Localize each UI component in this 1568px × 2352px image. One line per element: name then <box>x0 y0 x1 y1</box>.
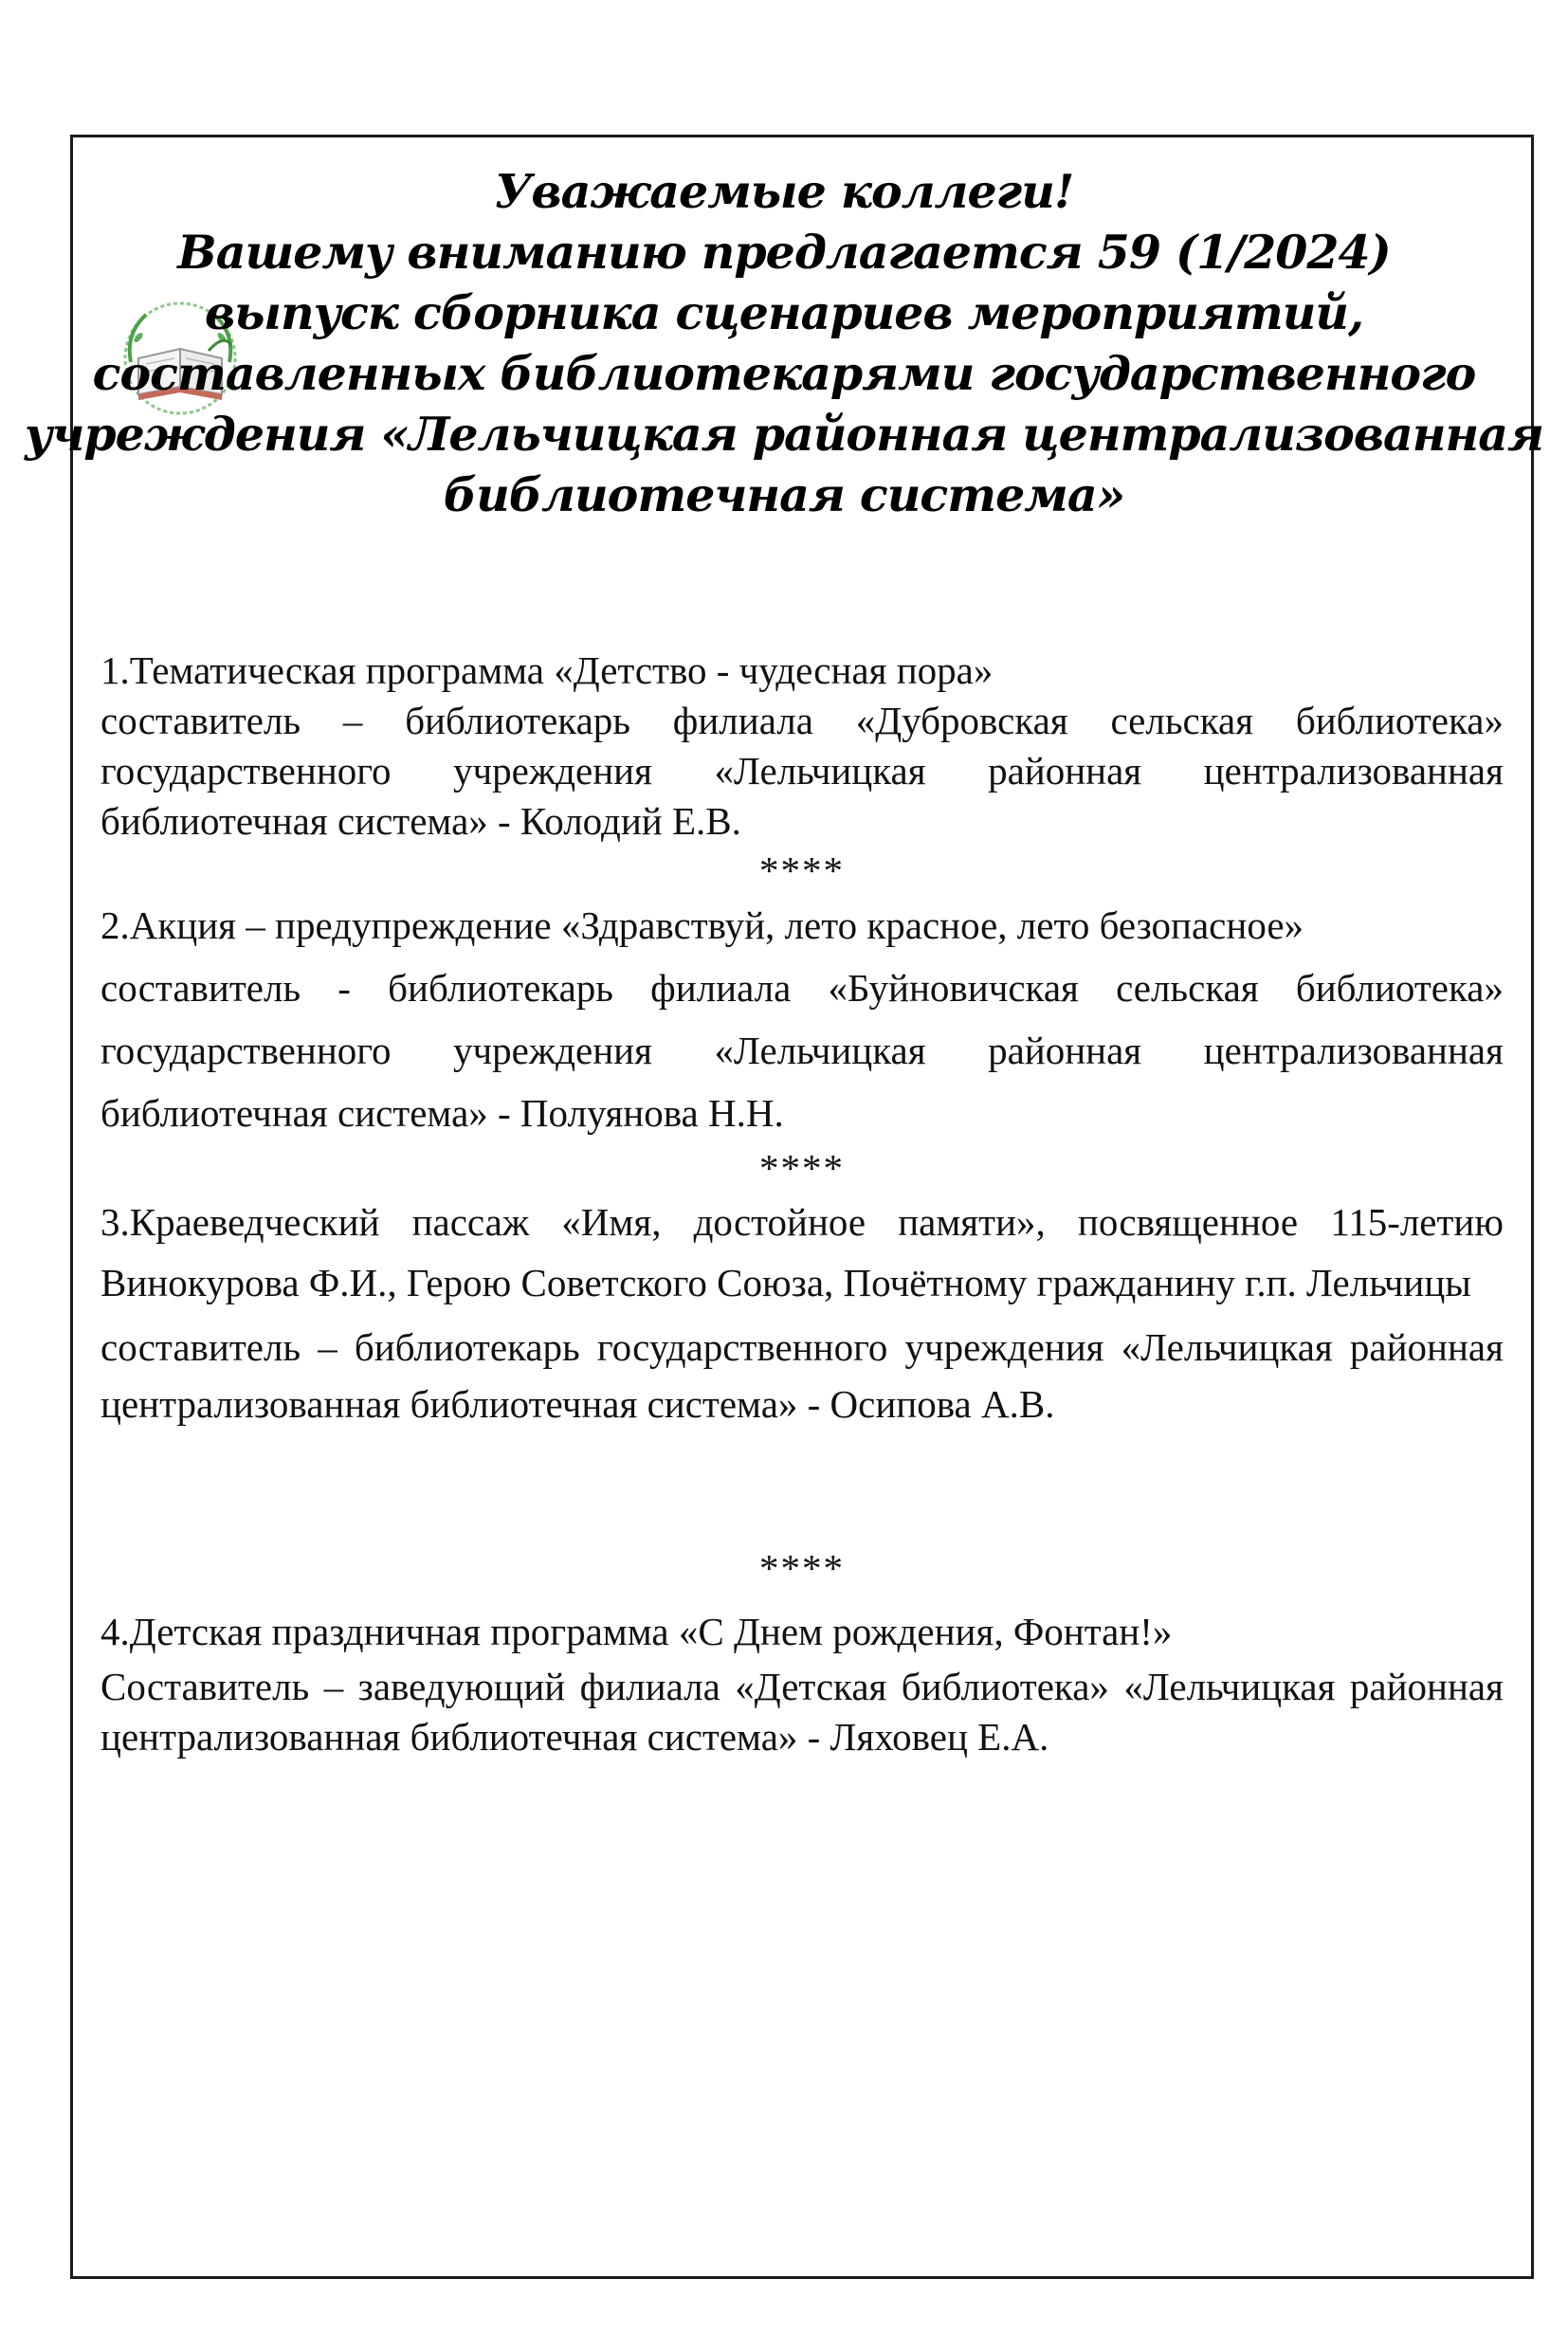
separator: **** <box>759 1546 845 1590</box>
list-item <box>100 894 1504 1144</box>
item-title: 4.Детская праздничная программа «С Днем рождения, Фонтан!» <box>100 1610 1173 1653</box>
header-line: составленных библиотекарями государственного <box>92 346 1476 401</box>
header-line: учреждения «Лельчицкая районная централизованная <box>25 407 1543 462</box>
list-item <box>100 1601 1504 1762</box>
header-block <box>0 161 1568 525</box>
list-item <box>100 645 1504 847</box>
item-author: составитель - библиотекарь филиала «Буйновичская сельская библиотека» государственного учреждения «Лельчицкая районная централизованная библиотечная система» - Полуянова Н.Н. <box>100 966 1504 1135</box>
item-title: 2.Акция – предупреждение «Здравствуй, лето красное, лето безопасное» <box>100 903 1304 947</box>
header-line: Вашему вниманию предлагается 59 (1/2024) <box>177 225 1391 280</box>
item-title: 3.Краеведческий пассаж «Имя, достойное памяти», посвященное 115-летию Винокурова Ф.И., Герою Советского Союза, Почётному гражданину г.п. Лельчицы <box>100 1200 1504 1304</box>
header-line: библиотечная система» <box>443 467 1125 522</box>
list-item <box>100 1192 1504 1432</box>
item-author: Составитель – заведующий филиала «Детская библиотека» «Лельчицкая районная централизованная библиотечная система» - Ляховец Е.А. <box>100 1665 1504 1759</box>
item-title: 1.Тематическая программа «Детство - чудесная пора» <box>100 648 994 692</box>
header-line: Уважаемые коллеги! <box>494 164 1074 219</box>
contents-list <box>100 645 1504 1762</box>
header-line: выпуск сборника сценариев мероприятий, <box>204 285 1364 340</box>
separator: **** <box>759 1146 845 1190</box>
item-author: составитель – библиотекарь филиала «Дубровская сельская библиотека» государственного учреждения «Лельчицкая районная централизованная библиотечная система» - Колодий Е.В. <box>100 699 1504 843</box>
separator: **** <box>759 848 845 892</box>
item-author: составитель – библиотекарь государственного учреждения «Лельчицкая районная централизованная библиотечная система» - Осипова А.В. <box>100 1325 1504 1426</box>
